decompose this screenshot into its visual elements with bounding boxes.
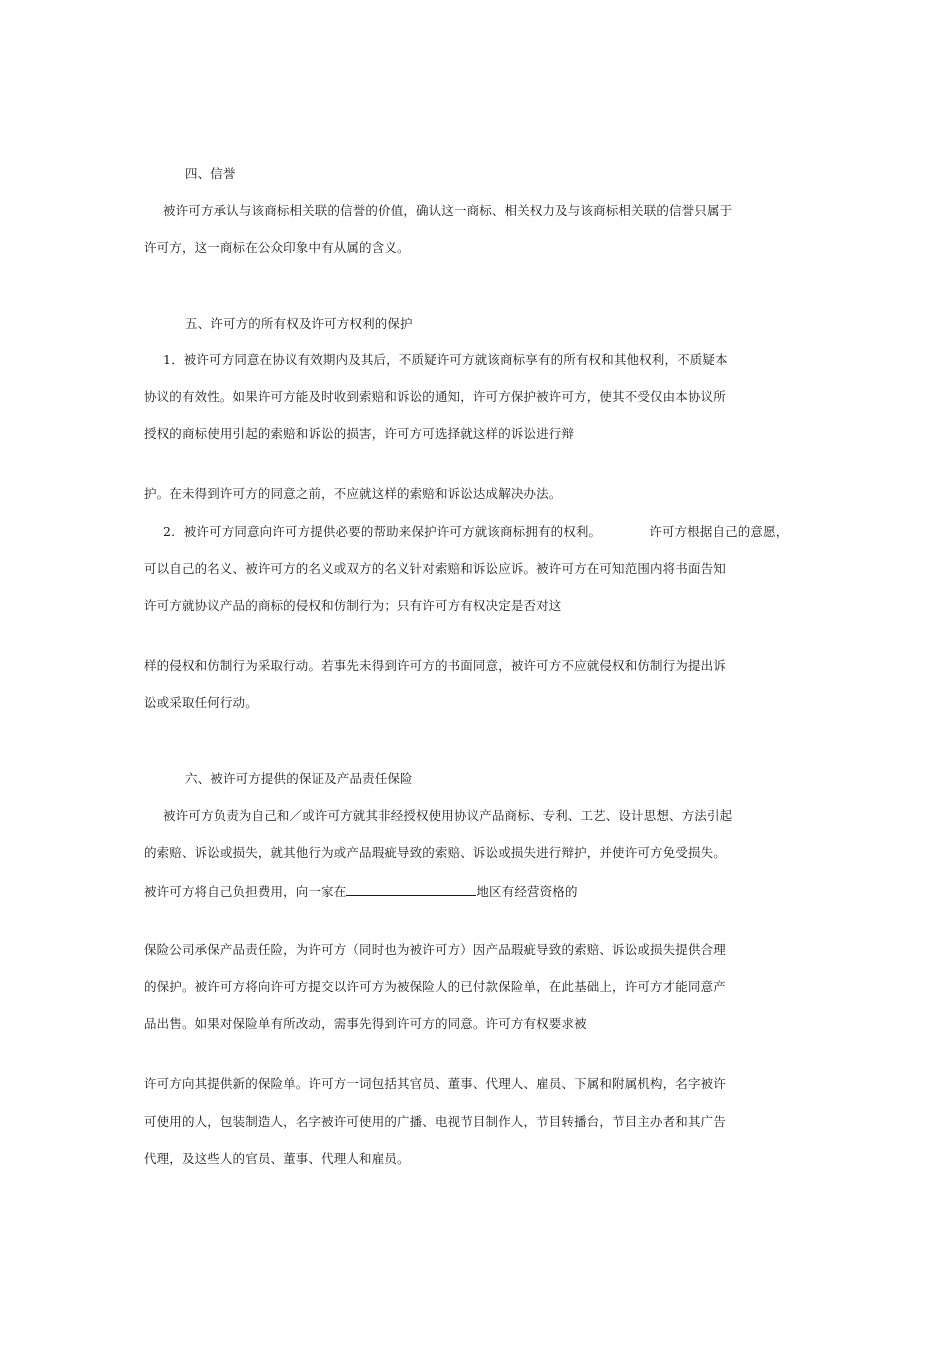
paragraph-line: 被许可方承认与该商标相关联的信誉的价值，确认这一商标、相关权力及与该商标相关联的信誉只属于	[163, 203, 733, 218]
paragraph-line: 护。在未得到许可方的同意之前，不应就这样的索赔和诉讼达成解决办法。	[144, 486, 562, 501]
paragraph-line: 代理，及这些人的官员、董事、代理人和雇员。	[144, 1151, 410, 1166]
paragraph-line: 样的侵权和仿制行为采取行动。若事先未得到许可方的书面同意，被许可方不应就侵权和仿制行为提出诉	[144, 658, 726, 673]
paragraph-line: 许可方，这一商标在公众印象中有从属的含义。	[144, 240, 410, 255]
paragraph-line: 保险公司承保产品责任险，为许可方（同时也为被许可方）因产品瑕疵导致的索赔、诉讼或损失提供合理	[144, 942, 726, 957]
paragraph-line: 授权的商标使用引起的索赔和诉讼的损害，许可方可选择就这样的诉讼进行辩	[144, 426, 575, 441]
item2-first-part: 2．被许可方同意向许可方提供必要的帮助来保护许可方就该商标拥有的权利。	[163, 524, 602, 539]
paragraph-line: 许可方就协议产品的商标的侵权和仿制行为；只有许可方有权决定是否对这	[144, 598, 562, 613]
item2-second-part: 许可方根据自己的意愿，	[649, 524, 789, 539]
paragraph-line: 被许可方负责为自己和／或许可方就其非经授权使用协议产品商标、专利、工艺、设计思想、方法引起	[163, 808, 733, 823]
paragraph-line: 讼或采取任何行动。	[144, 695, 258, 710]
paragraph-line	[144, 882, 578, 900]
paragraph-line: 的保护。被许可方将向许可方提交以许可方为被保险人的已付款保险单，在此基础上，许可方才能同意产	[144, 979, 726, 994]
blank-line-before: 被许可方将自己负担费用，向一家在	[144, 884, 347, 899]
paragraph-line: 许可方向其提供新的保险单。许可方一词包括其官员、董事、代理人、雇员、下属和附属机构，名字被许	[144, 1076, 726, 1091]
paragraph-line: 协议的有效性。如果许可方能及时收到索赔和诉讼的通知，许可方保护被许可方，使其不受仅由本协议所	[144, 389, 726, 404]
section-heading-credit: 四、信誉	[185, 166, 236, 181]
paragraph-line	[163, 524, 788, 540]
section-heading-ownership: 五、许可方的所有权及许可方权利的保护	[185, 316, 413, 331]
fill-in-blank[interactable]	[346, 882, 476, 896]
paragraph-line: 的索赔、诉讼或损失，就其他行为或产品瑕疵导致的索赔、诉讼或损失进行辩护，并使许可方免受损失。	[144, 845, 726, 860]
paragraph-line: 可以自己的名义、被许可方的名义或双方的名义针对索赔和诉讼应诉。被许可方在可知范围内将书面告知	[144, 561, 726, 576]
paragraph-line: 1．被许可方同意在协议有效期内及其后，不质疑许可方就该商标享有的所有权和其他权利，不质疑本	[163, 352, 728, 367]
paragraph-line: 品出售。如果对保险单有所改动，需事先得到许可方的同意。许可方有权要求被	[144, 1016, 587, 1031]
section-heading-warranty: 六、被许可方提供的保证及产品责任保险	[185, 771, 413, 786]
paragraph-line: 可使用的人，包装制造人，名字被许可使用的广播、电视节目制作人，节目转播台，节目主办者和其广告	[144, 1114, 726, 1129]
blank-line-after: 地区有经营资格的	[476, 884, 578, 899]
